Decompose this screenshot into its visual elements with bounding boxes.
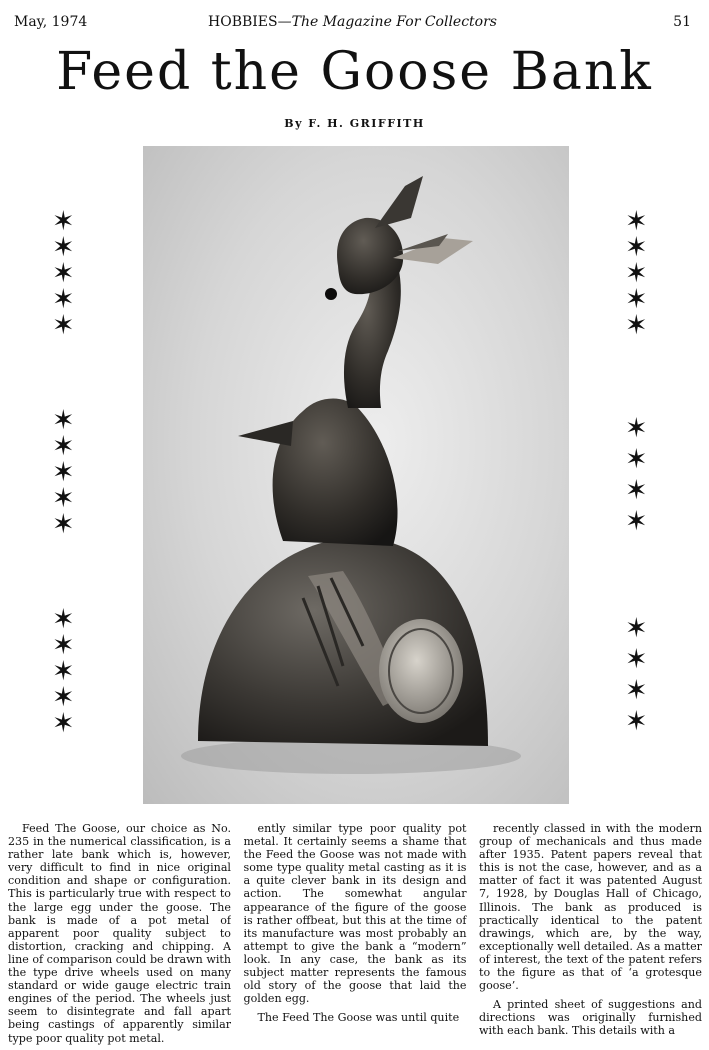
text-column-2: [244, 822, 467, 1046]
star-icon: ✶: [52, 310, 75, 341]
star-column-right-top: [625, 206, 648, 341]
star-column-left-middle: [52, 405, 75, 540]
paragraph: A printed sheet of suggestions and directions was originally furnished with each bank. This details with a: [479, 998, 702, 1038]
star-icon: ✶: [625, 706, 648, 737]
star-icon: ✶: [625, 475, 648, 506]
star-icon: ✶: [625, 506, 648, 537]
star-icon: ✶: [625, 310, 648, 341]
star-icon: ✶: [52, 656, 75, 687]
star-icon: ✶: [52, 232, 75, 263]
star-icon: ✶: [52, 206, 75, 237]
article-byline: By F. H. GRIFFITH: [284, 117, 425, 130]
paragraph: Feed The Goose, our choice as No. 235 in the numerical classification, is a rather late bank which is, however, very difficult to find in nice original condition and shape or configuration. This is particularly true with respect to the large egg under the goose. The bank is made of a pot metal of apparent poor quality subject to distortion, cracking and chipping. A line of comparison could be drawn with the type drive wheels used on many standard or wide gauge electric train engines of the period. The wheels just seem to disintegrate and fall apart being castings of apparently similar type poor quality pot metal.: [8, 822, 231, 1045]
star-icon: ✶: [625, 444, 648, 475]
text-column-3: [479, 822, 702, 1046]
star-icon: ✶: [625, 284, 648, 315]
star-icon: ✶: [52, 682, 75, 713]
paragraph: recently classed in with the modern group of mechanicals and thus made after 1935. Patent papers reveal that this is not the case, however, and as a matter of fact it was patented August 7, 1928, by Douglas Hall of Chicago, Illinois. The bank as produced is practically identical to the patent drawings, which are, by the way, exceptionally well detailed. As a matter of interest, the text of the patent refers to the figure as that of ‘a grotesque goose’.: [479, 822, 702, 993]
star-icon: ✶: [52, 483, 75, 514]
goose-bank-illustration: [143, 146, 569, 804]
star-icon: ✶: [52, 708, 75, 739]
star-icon: ✶: [52, 405, 75, 436]
star-icon: ✶: [625, 206, 648, 237]
paragraph: The Feed The Goose was until quite: [257, 1011, 460, 1025]
publication-title: HOBBIES: [208, 14, 278, 30]
star-icon: ✶: [625, 613, 648, 644]
text-column-1: [8, 822, 231, 1046]
star-icon: ✶: [52, 604, 75, 635]
star-icon: ✶: [52, 630, 75, 661]
star-icon: ✶: [625, 258, 648, 289]
star-icon: ✶: [625, 644, 648, 675]
publication-tagline: —The Magazine For Collectors: [277, 14, 497, 30]
star-column-left-bottom: [52, 604, 75, 739]
star-icon: ✶: [52, 431, 75, 462]
paragraph: ently similar type poor quality pot metal. It certainly seems a shame that the Feed the Goose was not made with some type quality metal casting as it is a quite clever bank in its design and action. The somewhat angular appearance of the figure of the goose is rather offbeat, but this at the time of its manufacture was most probably an attempt to give the bank a “modern” look. In any case, the bank as its subject matter represents the famous old story of the goose that laid the golden egg.: [243, 822, 467, 1006]
star-icon: ✶: [52, 284, 75, 315]
page-number: 51: [673, 14, 691, 30]
star-icon: ✶: [52, 258, 75, 289]
publication-name: [14, 14, 691, 30]
star-column-right-bottom: [625, 613, 648, 737]
star-column-right-middle: [625, 413, 648, 537]
star-column-left-top: [52, 206, 75, 341]
article-title: Feed the Goose Bank: [56, 42, 653, 102]
star-icon: ✶: [625, 232, 648, 263]
running-header: [14, 14, 691, 34]
issue-date: May, 1974: [14, 14, 88, 30]
article-body: [8, 822, 702, 1046]
star-icon: ✶: [625, 675, 648, 706]
star-icon: ✶: [625, 413, 648, 444]
star-icon: ✶: [52, 457, 75, 488]
star-icon: ✶: [52, 509, 75, 540]
goose-bank-photo: [143, 146, 569, 804]
